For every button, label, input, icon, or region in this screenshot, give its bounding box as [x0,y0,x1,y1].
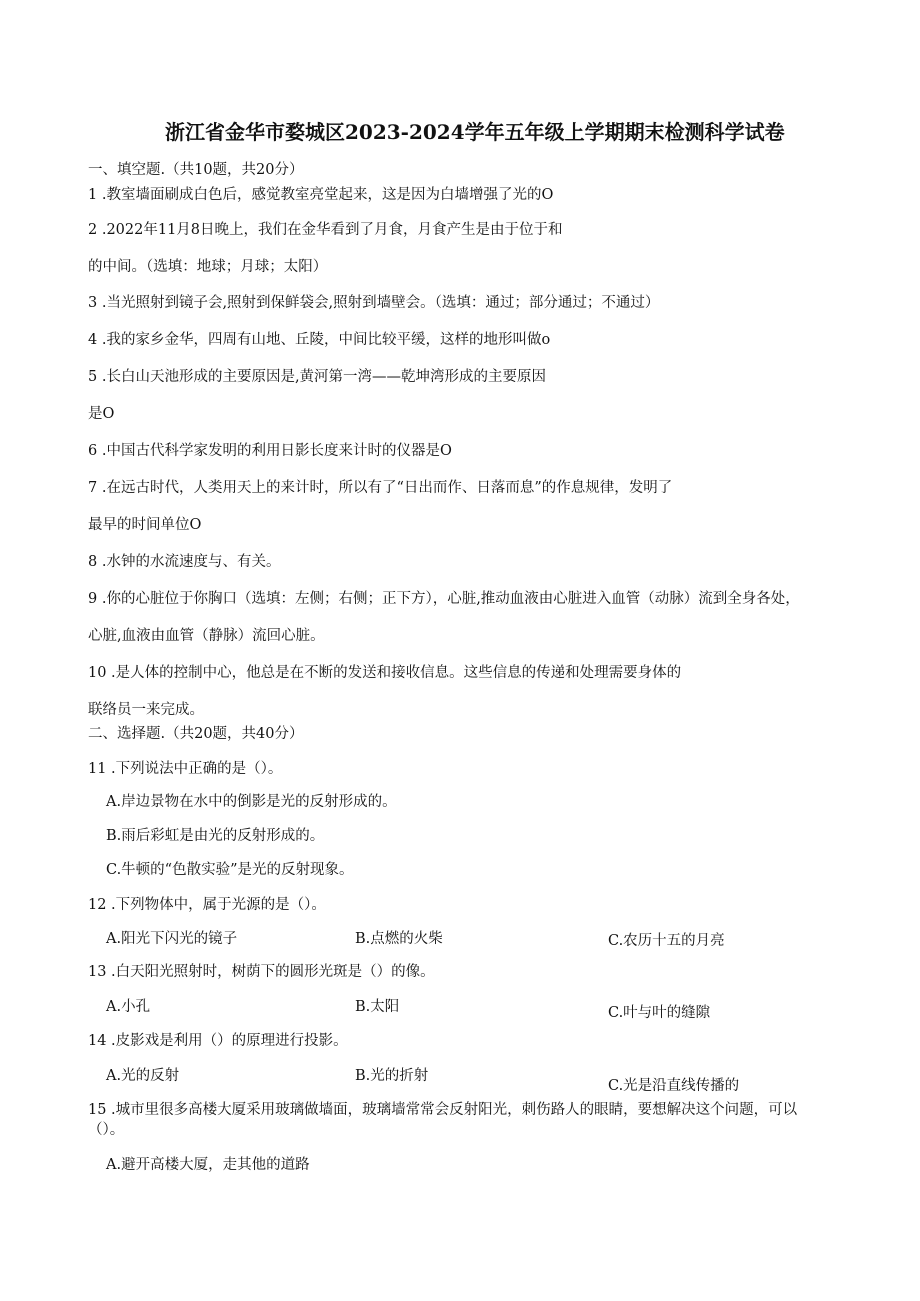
question-11: 11 .下列说法中正确的是（）。 [88,761,283,777]
question-7-cont: 最早的时间单位O [88,517,202,533]
question-3: 3 .当光照射到镜子会,照射到保鲜袋会,照射到墙壁会。（选填：通过；部分通过；不通过） [88,295,660,311]
question-9-cont: 心脏,血液由血管（静脉）流回心脏。 [88,628,325,644]
question-13: 13 .白天阳光照射时，树荫下的圆形光斑是（）的像。 [88,964,435,980]
question-10-cont: 联络员一来完成。 [88,702,204,718]
q15-option-a: A.避开高楼大厦，走其他的道路 [106,1157,310,1173]
q13-option-b: B.太阳 [355,999,400,1015]
question-2: 2 .2022年11月8日晚上，我们在金华看到了月食，月食产生是由于位于和 [88,222,563,238]
question-7: 7 .在远古时代，人类用天上的来计时，所以有了“日出而作、日落而息”的作息规律，发明了 [88,480,673,496]
q14-option-a: A.光的反射 [106,1068,180,1084]
q12-option-a: A.阳光下闪光的镜子 [106,931,238,947]
section1-header: 一、填空题.（共10题，共20分） [88,162,304,178]
question-15: 15 .城市里很多高楼大厦采用玻璃做墙面，玻璃墙常常会反射阳光，刺伤路人的眼睛，要想解决这个问题，可以 [88,1102,798,1118]
question-14: 14 .皮影戏是利用（）的原理进行投影。 [88,1033,348,1049]
q13-option-a: A.小孔 [106,999,151,1015]
question-8: 8 .水钟的水流速度与、有关。 [88,554,281,570]
question-12: 12 .下列物体中，属于光源的是（）。 [88,897,326,913]
question-2-cont: 的中间。（选填：地球；月球；太阳） [88,259,328,275]
question-5: 5 .长白山天池形成的主要原因是,黄河第一湾——乾坤湾形成的主要原因 [88,369,547,385]
question-4: 4 .我的家乡金华，四周有山地、丘陵，中间比较平缓，这样的地形叫做o [88,332,551,348]
question-9: 9 .你的心脏位于你胸口（选填：左侧；右侧；正下方），心脏,推动血液由心脏进入血管（动脉）流到全身各处， [88,591,800,607]
question-6: 6 .中国古代科学家发明的利用日影长度来计时的仪器是O [88,443,452,459]
q13-option-c: C.叶与叶的缝隙 [608,1005,711,1021]
section2-header: 二、选择题.（共20题，共40分） [88,726,304,742]
q12-option-b: B.点燃的火柴 [355,931,443,947]
question-1: 1 .教室墙面刷成白色后，感觉教室亮堂起来，这是因为白墙增强了光的O [88,187,554,203]
question-15-cont: （）。 [88,1122,125,1138]
q11-option-b: B.雨后彩虹是由光的反射形成的。 [106,828,325,844]
q14-option-c: C.光是沿直线传播的 [608,1078,740,1094]
question-10: 10 .是人体的控制中心，他总是在不断的发送和接收信息。这些信息的传递和处理需要身体的 [88,665,682,681]
q11-option-a: A.岸边景物在水中的倒影是光的反射形成的。 [106,794,397,810]
q12-option-c: C.农历十五的月亮 [608,933,725,949]
exam-title: 浙江省金华市婺城区2023-2024学年五年级上学期期末检测科学试卷 [165,120,785,144]
question-5-cont: 是O [88,406,115,422]
q14-option-b: B.光的折射 [355,1068,429,1084]
q11-option-c: C.牛顿的“色散实验”是光的反射现象。 [106,862,354,878]
